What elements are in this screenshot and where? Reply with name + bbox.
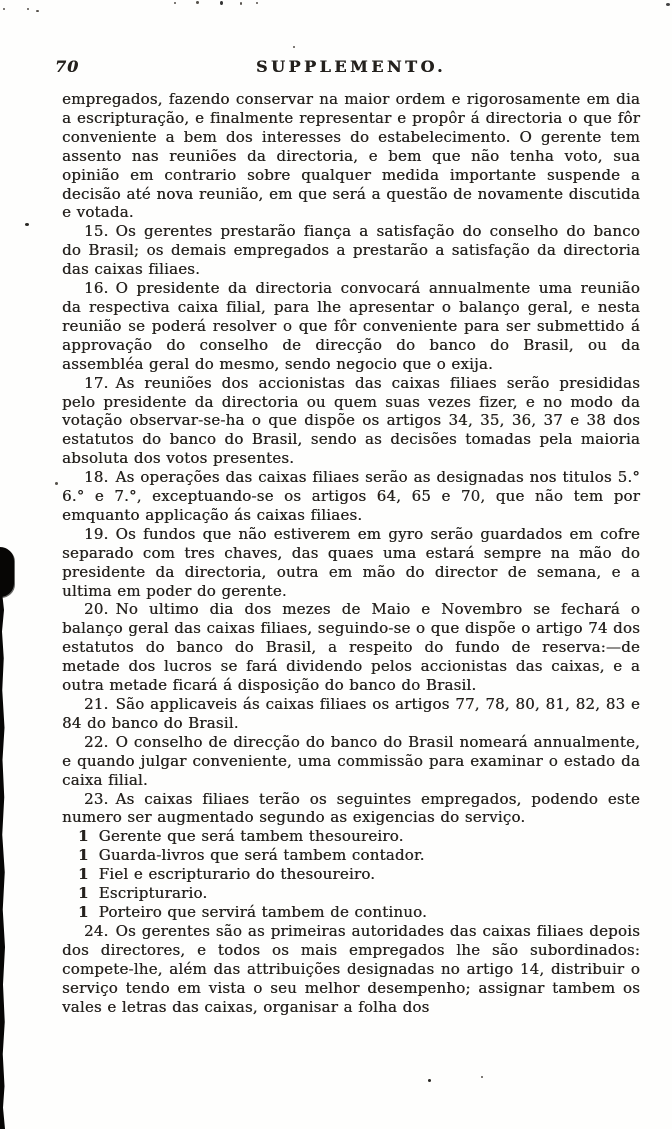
employee-qty: 1 xyxy=(78,884,89,903)
article-text: As reuniões dos accionistas das caixas filiaes serão presididas pelo presidente da directoria ou quem suas vezes fizer, e no modo da votação observar-se-ha o que dispõe os artigos 34, 35, 36, 37 e 38 dos estatutos do banco do Brasil, sendo as decisões tomadas pela maioria absoluta dos votos presentes. xyxy=(62,373,640,468)
scan-speck xyxy=(25,223,29,226)
scan-speck xyxy=(3,8,5,10)
page-header xyxy=(0,57,672,79)
scan-speck xyxy=(174,2,176,4)
article-number: 22. xyxy=(84,732,109,751)
opening-paragraph: empregados, fazendo conservar na maior ordem e rigorosamente em dia a escripturação, e finalmente representar e propôr á directoria o que fôr conveniente a bem dos interesses do estabelecimento. O gerente tem assento nas reuniões da directoria, e bem que não tenha voto, sua opinião em contrario sobre qualquer medida importante suspende a decisão até nova reunião, em que será a questão de novamente discutida e votada. xyxy=(62,90,640,222)
article-paragraph-16 xyxy=(62,279,640,374)
article-text: As operações das caixas filiaes serão as designadas nos titulos 5.° 6.° e 7.°, exceptuando-se os artigos 64, 65 e 70, que não tem por emquanto applicação ás caixas filiaes. xyxy=(62,468,640,524)
scan-artifact-blob xyxy=(0,547,14,597)
employee-qty: 1 xyxy=(78,827,89,846)
scan-speck xyxy=(428,1079,431,1082)
article-number: 16. xyxy=(84,279,109,298)
article-paragraph-18 xyxy=(62,468,640,525)
article-text: Os gerentes são as primeiras autoridades das caixas filiaes depois dos directores, e todos os mais empregados lhe são subordinados: compete-lhe, além das attribuições designadas no artigo 14, distribuir o serviço tendo em vista o seu melhor desempenho; assignar tambem os vales e letras das caixas, organisar a folha dos xyxy=(62,921,640,1016)
employee-qty: 1 xyxy=(78,846,89,865)
article-paragraph-20 xyxy=(62,600,640,695)
article-text: O conselho de direcção do banco do Brasil nomeará annualmente, e quando julgar conveniente, uma commissão para examinar o estado da caixa filial. xyxy=(62,732,640,789)
scan-speck xyxy=(36,10,39,12)
article-number: 17. xyxy=(84,373,109,392)
article-number: 15. xyxy=(84,222,109,241)
scan-speck xyxy=(293,46,295,48)
article-paragraph-17 xyxy=(62,374,640,469)
scan-speck xyxy=(27,8,29,10)
article-number: 19. xyxy=(84,524,109,543)
scan-speck xyxy=(666,3,670,6)
employee-role: Escripturario. xyxy=(98,884,208,903)
article-text: O presidente da directoria convocará annualmente uma reunião da respectiva caixa filial, para lhe apresentar o balanço geral, e nesta reunião se poderá resolver o que fôr conveniente para ser submettido á approvação do conselho de direcção do banco do Brasil, ou da assembléa geral do mesmo, sendo negocio que o exija. xyxy=(62,279,640,373)
scan-speck xyxy=(481,1076,483,1078)
scan-speck xyxy=(240,2,242,5)
article-number: 24. xyxy=(84,921,109,940)
article-paragraph-22 xyxy=(62,733,640,790)
employee-qty: 1 xyxy=(78,902,89,921)
page-title: SUPPLEMENTO. xyxy=(255,57,447,76)
scan-speck xyxy=(256,2,258,4)
article-paragraph-21 xyxy=(62,695,640,733)
employee-list-item xyxy=(62,865,640,884)
scan-speck xyxy=(220,1,223,5)
article-text: Os fundos que não estiverem em gyro serão guardados em cofre separado com tres chaves, das quaes uma estará sempre na mão do presidente da directoria, outra em mão do director de semana, e a ultima em poder do gerente. xyxy=(62,524,640,600)
article-paragraph-23 xyxy=(62,790,640,828)
article-number: 20. xyxy=(84,600,109,619)
page-number: 70 xyxy=(55,57,80,76)
employee-list-item xyxy=(62,884,640,903)
employee-role: Porteiro que servirá tambem de continuo. xyxy=(98,902,427,921)
employee-list-item xyxy=(62,903,640,922)
scan-artifact-edge-line xyxy=(0,594,5,1129)
article-paragraph-19 xyxy=(62,525,640,601)
article-text: As caixas filiaes terão os seguintes empregados, podendo este numero ser augmentado segundo as exigencias do serviço. xyxy=(62,789,640,827)
article-number: 23. xyxy=(84,789,109,808)
scan-speck xyxy=(196,1,199,4)
scan-speck xyxy=(55,482,58,485)
article-number: 18. xyxy=(84,468,109,487)
article-text: Os gerentes prestarão fiança a satisfação do conselho do banco do Brasil; os demais empregados a prestarão a satisfação da directoria das caixas filiaes. xyxy=(62,222,640,279)
employee-role: Fiel e escripturario do thesoureiro. xyxy=(98,865,376,884)
employee-role: Guarda-livros que será tambem contador. xyxy=(98,846,425,865)
document-body xyxy=(62,90,640,1016)
employee-qty: 1 xyxy=(78,865,89,884)
article-paragraph-15 xyxy=(62,222,640,279)
employee-list-item xyxy=(62,846,640,865)
employee-list-item xyxy=(62,827,640,846)
article-text: São applicaveis ás caixas filiaes os artigos 77, 78, 80, 81, 82, 83 e 84 do banco do Brasil. xyxy=(62,695,640,732)
article-paragraph-24 xyxy=(62,922,640,1017)
employee-list xyxy=(62,827,640,922)
article-number: 21. xyxy=(84,695,109,713)
employee-role: Gerente que será tambem thesoureiro. xyxy=(98,827,404,846)
article-text: No ultimo dia dos mezes de Maio e Novembro se fechará o balanço geral das caixas filiaes, seguindo-se o que dispõe o artigo 74 dos estatutos do banco do Brasil, a respeito do fundo de reserva:—de metade dos lucros se fará dividendo pelos accionistas das caixas, e a outra metade ficará á disposição do banco do Brasil. xyxy=(62,600,640,695)
